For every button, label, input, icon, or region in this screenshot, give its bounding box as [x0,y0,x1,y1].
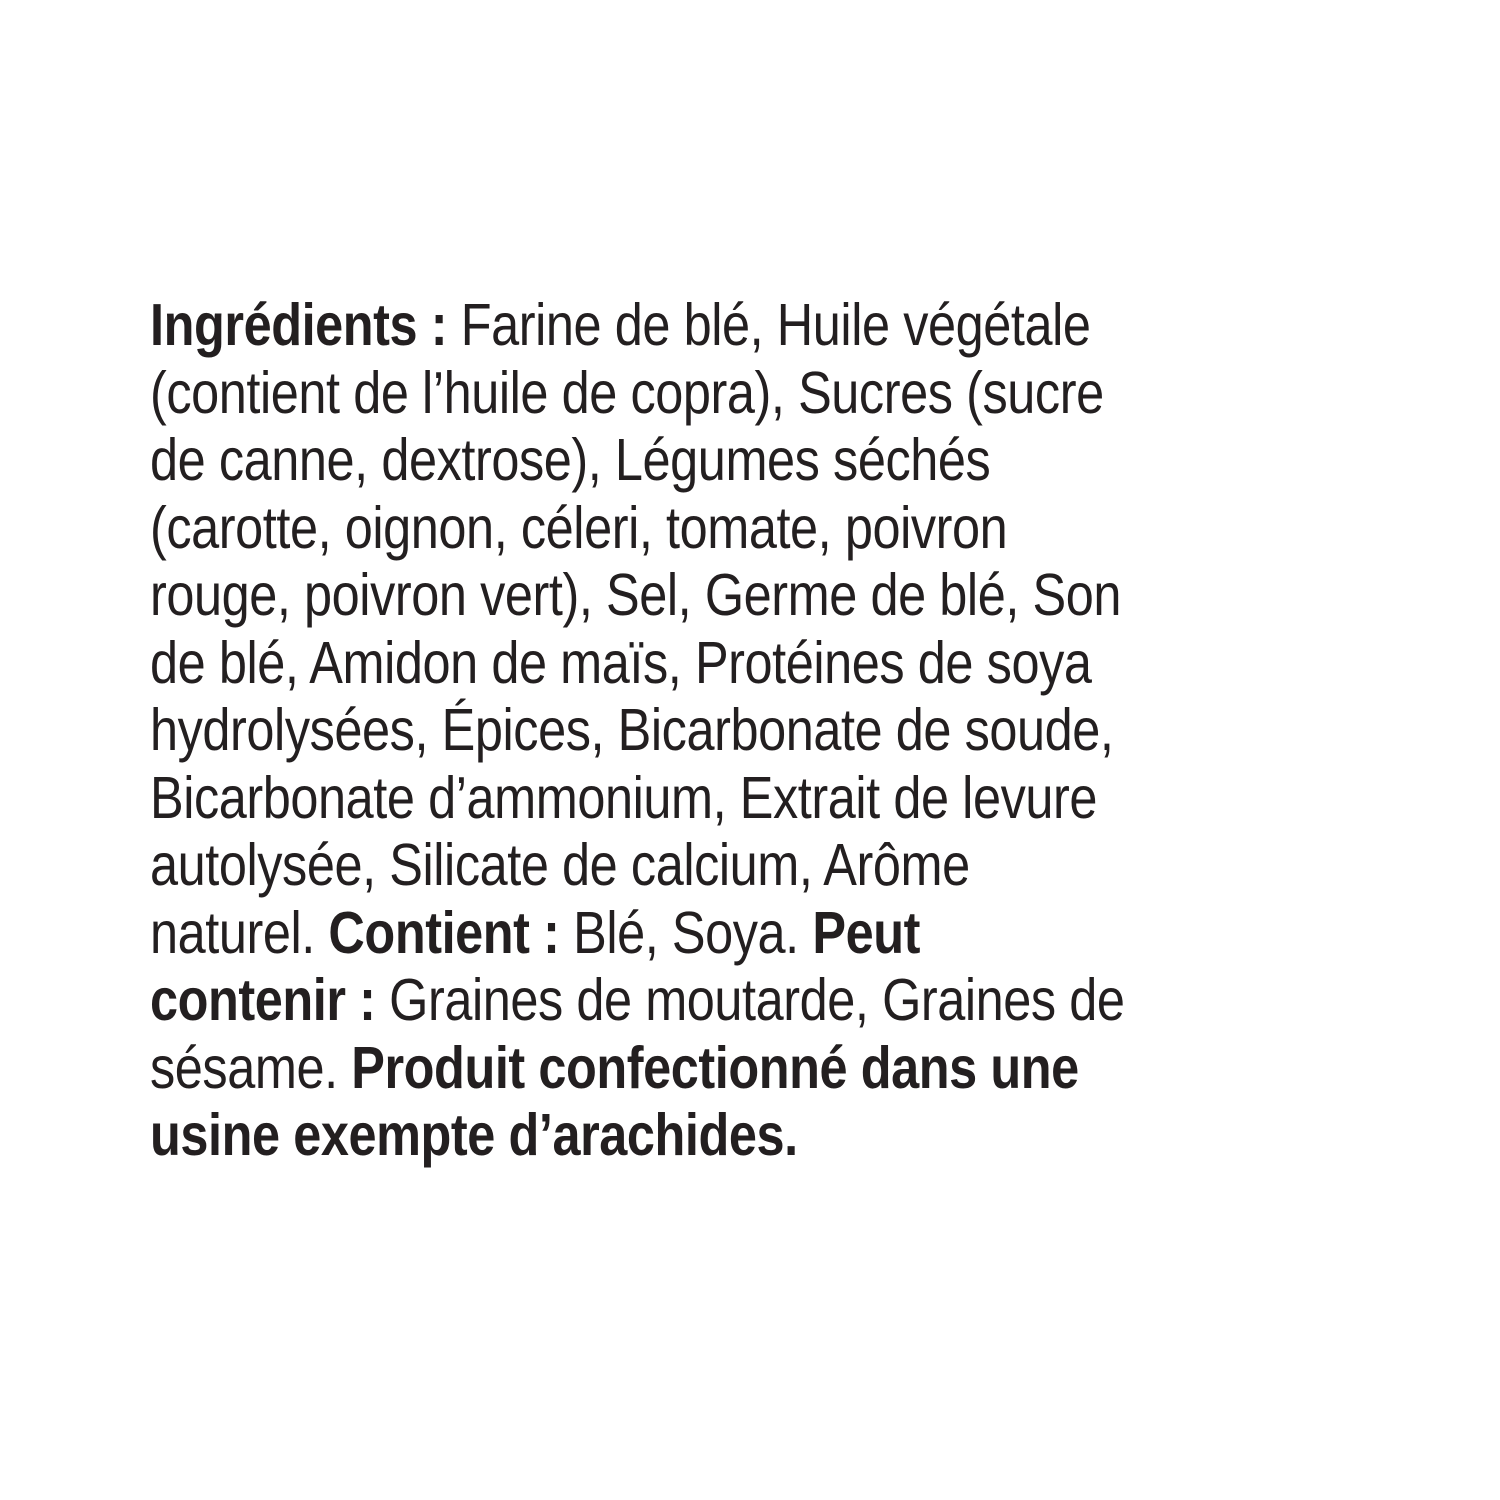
ingredients-segment: (carotte, oignon, céleri, tomate, poivron [150,494,1008,561]
ingredients-bold-segment: usine exempte d’arachides. [150,1102,798,1168]
ingredients-line [150,697,1398,765]
ingredients-bold-segment: contenir : [150,967,390,1033]
ingredients-line [150,1035,1398,1103]
ingredients-segment: naturel. [150,899,329,966]
ingredients-line [150,967,1398,1035]
ingredients-line [150,360,1398,428]
ingredients-segment: autolysée, Silicate de calcium, Arôme [150,832,970,898]
ingredients-line [150,900,1398,968]
ingredients-segment: de canne, dextrose), Légumes séchés [150,427,991,493]
ingredients-line [150,765,1398,833]
ingredients-segment: Farine de blé, Huile végétale [460,292,1091,358]
ingredients-segment: sésame. [150,1034,352,1101]
ingredients-line [150,292,1398,360]
ingredients-bold-segment: Produit confectionné dans une [351,1034,1079,1101]
ingredients-segment: hydrolysées, Épices, Bicarbonate de soude, [150,697,1114,763]
ingredients-line [150,495,1398,563]
ingredients-bold-segment: Peut [812,899,920,966]
ingredients-line [150,630,1398,698]
ingredients-text-block [150,292,1398,1170]
ingredients-line [150,1102,1398,1170]
ingredients-segment: Bicarbonate d’ammonium, Extrait de levure [150,764,1097,831]
ingredients-segment: Blé, Soya. [573,899,813,966]
ingredients-line [150,832,1398,900]
ingredients-segment: (contient de l’huile de copra), Sucres (sucre [150,359,1104,426]
ingredients-line [150,562,1398,630]
ingredients-segment: rouge, poivron vert), Sel, Germe de blé, Son [150,562,1121,628]
ingredients-bold-segment: Contient : [328,899,574,966]
ingredients-segment: Graines de moutarde, Graines de [389,967,1125,1033]
ingredients-line [150,427,1398,495]
ingredients-segment: de blé, Amidon de maïs, Protéines de soya [150,629,1092,696]
ingredients-bold-segment: Ingrédients : [150,292,461,358]
